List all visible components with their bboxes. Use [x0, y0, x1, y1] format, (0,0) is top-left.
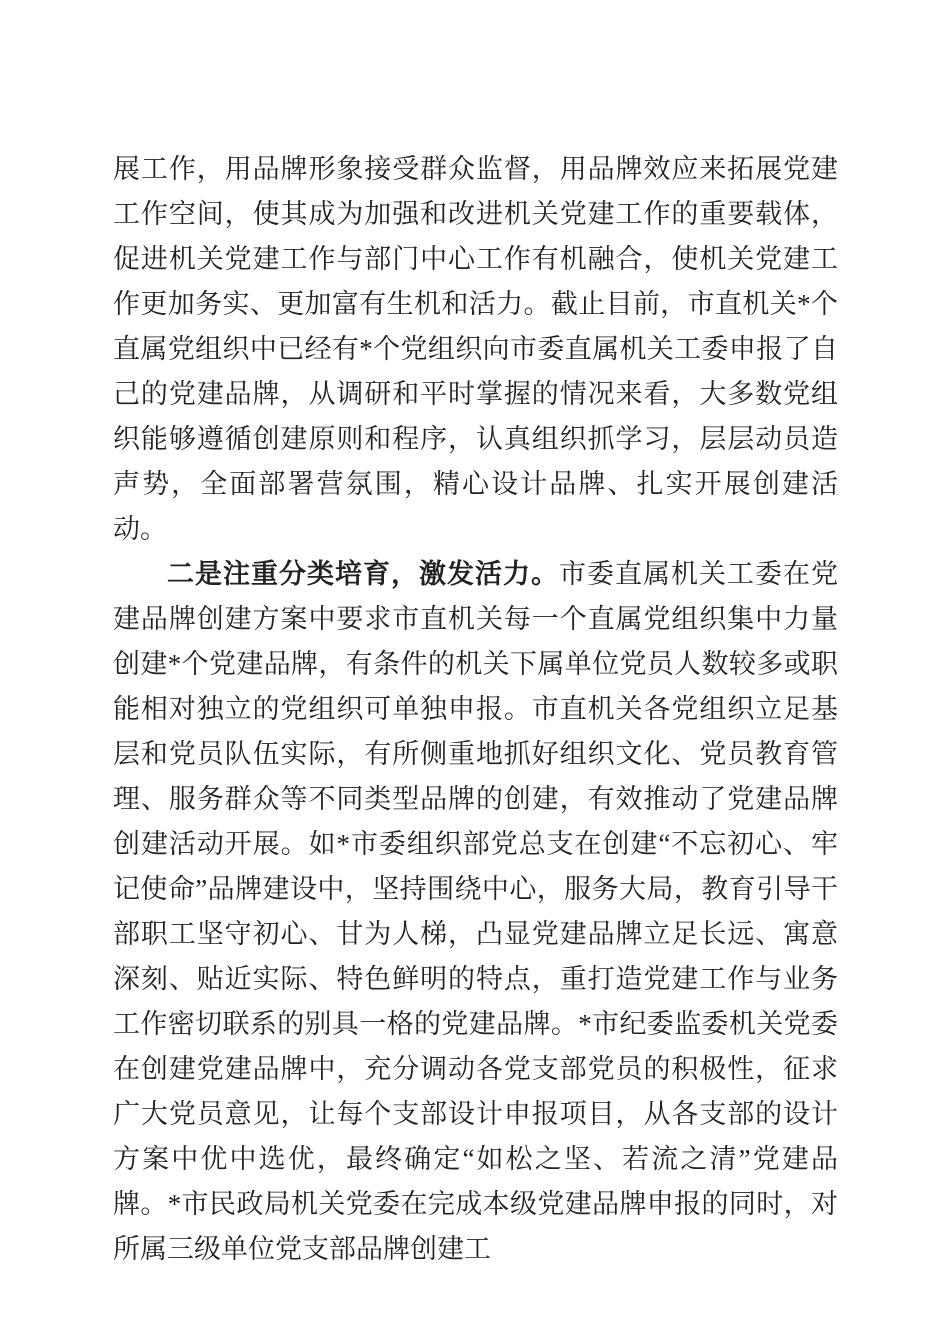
paragraph-heading-run: 二是注重分类培育，激发活力。 [167, 559, 559, 589]
paragraph [113, 147, 838, 552]
text-run: 市委直属机关工委在党建品牌创建方案中要求市直机关每一个直属党组织集中力量创建*个党建品牌，有条件的机关下属单位党员人数较多或职能相对独立的党组织可单独申报。市直机关各党组织立足基层和党员队伍实际，有所侧重地抓好组织文化、党员教育管理、服务群众等不同类型品牌的创建，有效推动了党建品牌创建活动开展。如*市委组织部党总支在创建“不忘初心、牢记使命”品牌建设中，坚持围绕中心，服务大局，教育引导干部职工坚守初心、甘为人梯，凸显党建品牌立足长远、寓意深刻、贴近实际、特色鲜明的特点，重打造党建工作与业务工作密切联系的别具一格的党建品牌。*市纪委监委机关党委在创建党建品牌中，充分调动各党支部党员的积极性，征求广大党员意见，让每个支部设计申报项目，从各支部的设计方案中优中选优，最终确定“如松之坚、若流之清”党建品牌。*市民政局机关党委在完成本级党建品牌申报的同时，对所属三级单位党支部品牌创建工 [113, 559, 838, 1264]
text-run: 展工作，用品牌形象接受群众监督，用品牌效应来拓展党建工作空间，使其成为加强和改进机关党建工作的重要载体，促进机关党建工作与部门中心工作有机融合，使机关党建工作更加务实、更加富有生机和活力。截止目前，市直机关*个直属党组织中已经有*个党组织向市委直属机关工委申报了自己的党建品牌，从调研和平时掌握的情况来看，大多数党组织能够遵循创建原则和程序，认真组织抓学习，层层动员造声势，全面部署营氛围，精心设计品牌、扎实开展创建活动。 [113, 154, 838, 544]
document-body [113, 147, 838, 1272]
paragraph [113, 552, 838, 1272]
